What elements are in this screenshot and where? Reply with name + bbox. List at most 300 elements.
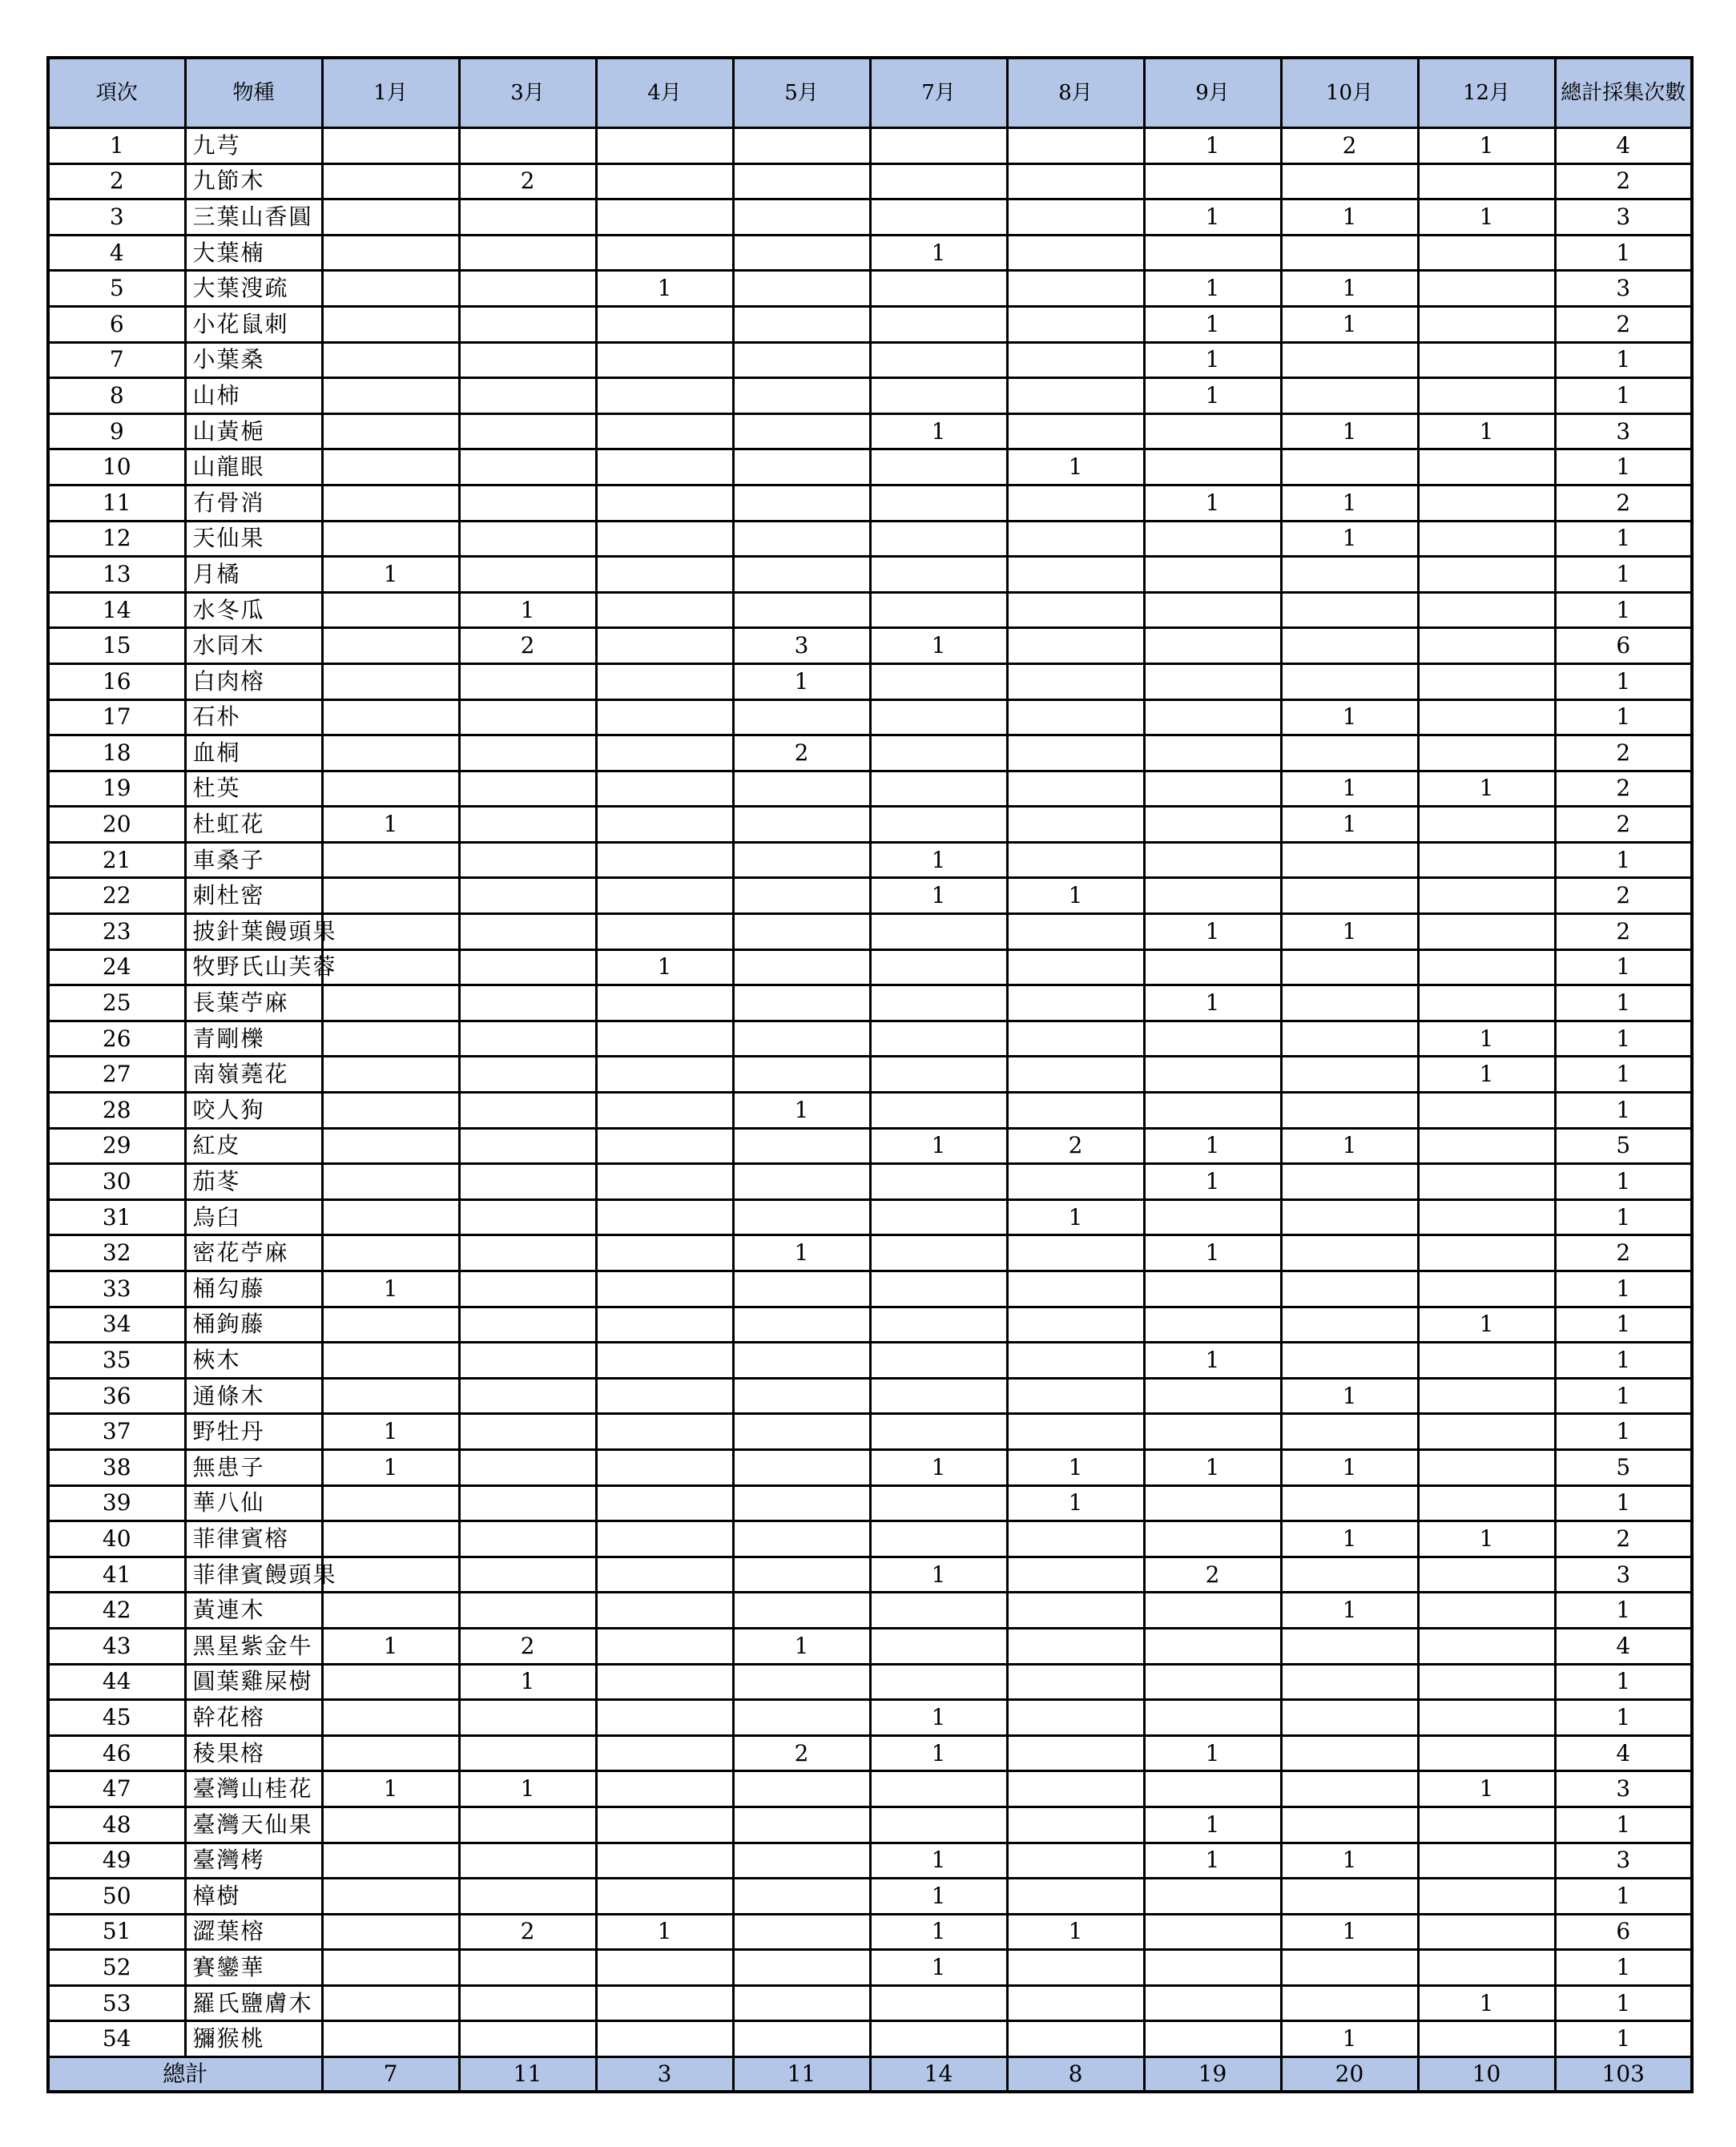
count-aug: [1007, 1843, 1144, 1879]
count-oct: 1: [1281, 306, 1418, 342]
table-row: [48, 1628, 1692, 1664]
count-jan: [322, 1843, 459, 1879]
species-name: 獼猴桃: [185, 2021, 322, 2057]
species-name: 茄苳: [185, 1164, 322, 1200]
count-oct: 1: [1281, 1449, 1418, 1485]
count-may: [733, 1343, 870, 1379]
table-row: [48, 1307, 1692, 1343]
count-mar: [459, 1593, 596, 1629]
count-oct: [1281, 378, 1418, 414]
count-apr: [596, 1879, 733, 1915]
count-jan: [322, 1593, 459, 1629]
species-name: 青剛櫟: [185, 1021, 322, 1057]
count-mar: [459, 771, 596, 807]
species-name: 澀葉榕: [185, 1914, 322, 1950]
row-index: 49: [48, 1843, 185, 1879]
count-aug: [1007, 1664, 1144, 1700]
row-index: 25: [48, 985, 185, 1021]
count-oct: [1281, 1557, 1418, 1593]
count-sep: [1144, 1485, 1281, 1521]
count-jan: [322, 1343, 459, 1379]
count-dec: [1418, 842, 1555, 878]
count-may: [733, 1879, 870, 1915]
count-aug: [1007, 271, 1144, 307]
row-total: 1: [1555, 1093, 1692, 1129]
total-aug: 8: [1007, 2057, 1144, 2093]
count-jan: 1: [322, 1771, 459, 1807]
count-may: [733, 1521, 870, 1557]
count-jul: [870, 1057, 1007, 1093]
count-apr: [596, 1664, 733, 1700]
count-apr: [596, 2021, 733, 2057]
count-dec: [1418, 163, 1555, 199]
species-name: 羅氏鹽膚木: [185, 1985, 322, 2021]
count-apr: [596, 413, 733, 449]
count-mar: 1: [459, 1771, 596, 1807]
species-name: 血桐: [185, 735, 322, 771]
count-jul: [870, 306, 1007, 342]
table-row: [48, 306, 1692, 342]
count-jul: 1: [870, 1735, 1007, 1771]
count-may: [733, 1128, 870, 1164]
species-name: 天仙果: [185, 521, 322, 557]
count-jul: [870, 342, 1007, 378]
row-index: 18: [48, 735, 185, 771]
count-sep: 1: [1144, 342, 1281, 378]
count-aug: [1007, 842, 1144, 878]
count-jan: [322, 1378, 459, 1414]
count-may: [733, 1449, 870, 1485]
count-jul: 1: [870, 1879, 1007, 1915]
count-aug: [1007, 1557, 1144, 1593]
header-oct: 10月: [1281, 58, 1418, 128]
row-index: 9: [48, 413, 185, 449]
count-sep: [1144, 235, 1281, 271]
count-apr: [596, 1343, 733, 1379]
count-apr: [596, 485, 733, 521]
count-aug: 1: [1007, 1199, 1144, 1235]
count-dec: 1: [1418, 1021, 1555, 1057]
count-oct: [1281, 163, 1418, 199]
count-dec: [1418, 1485, 1555, 1521]
count-mar: [459, 842, 596, 878]
species-name: 通條木: [185, 1378, 322, 1414]
count-dec: [1418, 521, 1555, 557]
count-oct: [1281, 1199, 1418, 1235]
count-apr: 1: [596, 271, 733, 307]
header-mar: 3月: [459, 58, 596, 128]
count-may: 1: [733, 1235, 870, 1271]
row-total: 2: [1555, 914, 1692, 950]
count-apr: [596, 163, 733, 199]
count-aug: [1007, 557, 1144, 593]
species-name: 黑星紫金牛: [185, 1628, 322, 1664]
species-name: 黃連木: [185, 1593, 322, 1629]
table-row: [48, 985, 1692, 1021]
count-mar: [459, 1378, 596, 1414]
count-oct: [1281, 1735, 1418, 1771]
count-jul: [870, 1235, 1007, 1271]
count-oct: [1281, 735, 1418, 771]
count-may: [733, 521, 870, 557]
count-jan: [322, 1093, 459, 1129]
count-sep: [1144, 1664, 1281, 1700]
count-aug: [1007, 521, 1144, 557]
count-mar: [459, 1449, 596, 1485]
count-mar: [459, 1021, 596, 1057]
count-sep: [1144, 413, 1281, 449]
count-oct: 1: [1281, 199, 1418, 236]
table-row: [48, 878, 1692, 914]
count-may: [733, 878, 870, 914]
header-may: 5月: [733, 58, 870, 128]
count-jan: [322, 1235, 459, 1271]
row-index: 12: [48, 521, 185, 557]
count-oct: [1281, 1307, 1418, 1343]
count-jul: [870, 1985, 1007, 2021]
count-jan: [322, 1914, 459, 1950]
count-oct: [1281, 985, 1418, 1021]
count-jan: [322, 1021, 459, 1057]
table-row: [48, 1557, 1692, 1593]
count-may: [733, 1307, 870, 1343]
count-mar: [459, 949, 596, 985]
table-row: [48, 699, 1692, 735]
row-total: 4: [1555, 1628, 1692, 1664]
count-jan: [322, 1879, 459, 1915]
totals-label: 總計: [48, 2057, 322, 2093]
count-sep: [1144, 663, 1281, 699]
count-jan: [322, 1735, 459, 1771]
count-apr: [596, 521, 733, 557]
total-apr: 3: [596, 2057, 733, 2093]
count-dec: [1418, 1593, 1555, 1629]
species-name: 紅皮: [185, 1128, 322, 1164]
count-apr: [596, 1807, 733, 1843]
count-sep: [1144, 1307, 1281, 1343]
count-mar: [459, 199, 596, 236]
count-aug: [1007, 199, 1144, 236]
count-jan: [322, 949, 459, 985]
header-index: 項次: [48, 58, 185, 128]
table-row: [48, 1985, 1692, 2021]
species-name: 三葉山香圓: [185, 199, 322, 236]
count-jan: 1: [322, 557, 459, 593]
count-oct: 1: [1281, 521, 1418, 557]
count-jan: [322, 985, 459, 1021]
row-total: 1: [1555, 1021, 1692, 1057]
count-dec: [1418, 1449, 1555, 1485]
count-oct: [1281, 628, 1418, 664]
count-jan: [322, 1164, 459, 1200]
row-total: 1: [1555, 1057, 1692, 1093]
count-oct: 1: [1281, 413, 1418, 449]
count-sep: [1144, 163, 1281, 199]
count-oct: 1: [1281, 1593, 1418, 1629]
count-jan: [322, 521, 459, 557]
table-row: [48, 413, 1692, 449]
count-mar: [459, 1521, 596, 1557]
table-row: [48, 949, 1692, 985]
count-jul: [870, 1093, 1007, 1129]
row-index: 24: [48, 949, 185, 985]
count-jan: [322, 663, 459, 699]
count-may: [733, 1664, 870, 1700]
count-sep: [1144, 1914, 1281, 1950]
count-jan: [322, 235, 459, 271]
count-may: [733, 557, 870, 593]
count-dec: [1418, 628, 1555, 664]
count-aug: [1007, 1950, 1144, 1986]
row-total: 2: [1555, 1235, 1692, 1271]
row-total: 1: [1555, 1343, 1692, 1379]
row-index: 36: [48, 1378, 185, 1414]
count-may: [733, 914, 870, 950]
count-oct: [1281, 1879, 1418, 1915]
table-row: [48, 163, 1692, 199]
table-row: [48, 2021, 1692, 2057]
count-dec: 1: [1418, 771, 1555, 807]
count-dec: [1418, 1235, 1555, 1271]
row-index: 19: [48, 771, 185, 807]
count-dec: [1418, 449, 1555, 485]
row-index: 52: [48, 1950, 185, 1986]
row-total: 1: [1555, 1700, 1692, 1736]
count-aug: [1007, 628, 1144, 664]
species-name: 臺灣栲: [185, 1843, 322, 1879]
count-aug: [1007, 1271, 1144, 1307]
count-may: [733, 1914, 870, 1950]
count-mar: [459, 1128, 596, 1164]
row-index: 23: [48, 914, 185, 950]
count-dec: [1418, 807, 1555, 843]
count-oct: [1281, 1343, 1418, 1379]
count-jul: [870, 699, 1007, 735]
count-jul: [870, 1771, 1007, 1807]
total-dec: 10: [1418, 2057, 1555, 2093]
row-index: 32: [48, 1235, 185, 1271]
count-jul: [870, 1378, 1007, 1414]
row-total: 3: [1555, 1771, 1692, 1807]
count-dec: [1418, 1879, 1555, 1915]
count-aug: [1007, 413, 1144, 449]
row-index: 15: [48, 628, 185, 664]
table-row: [48, 1735, 1692, 1771]
count-jan: [322, 628, 459, 664]
count-may: [733, 1700, 870, 1736]
header-sep: 9月: [1144, 58, 1281, 128]
count-mar: 2: [459, 1914, 596, 1950]
row-total: 1: [1555, 592, 1692, 628]
count-apr: [596, 1771, 733, 1807]
total-jan: 7: [322, 2057, 459, 2093]
count-dec: [1418, 1199, 1555, 1235]
count-apr: [596, 1378, 733, 1414]
count-sep: 1: [1144, 485, 1281, 521]
count-jan: 1: [322, 1271, 459, 1307]
row-index: 11: [48, 485, 185, 521]
count-jul: [870, 449, 1007, 485]
count-mar: [459, 521, 596, 557]
table-body: [48, 128, 1692, 2057]
count-may: 2: [733, 735, 870, 771]
count-dec: 1: [1418, 1771, 1555, 1807]
count-jul: 1: [870, 842, 1007, 878]
count-dec: 1: [1418, 1521, 1555, 1557]
count-dec: [1418, 1628, 1555, 1664]
species-name: 山龍眼: [185, 449, 322, 485]
count-aug: 2: [1007, 1128, 1144, 1164]
count-apr: [596, 1307, 733, 1343]
row-total: 1: [1555, 1271, 1692, 1307]
count-may: [733, 163, 870, 199]
table-row: [48, 1093, 1692, 1129]
count-jul: [870, 128, 1007, 164]
count-sep: [1144, 842, 1281, 878]
species-name: 九節木: [185, 163, 322, 199]
row-total: 2: [1555, 735, 1692, 771]
count-aug: [1007, 2021, 1144, 2057]
count-jan: [322, 163, 459, 199]
count-apr: [596, 449, 733, 485]
count-may: [733, 699, 870, 735]
count-jul: [870, 378, 1007, 414]
species-name: 咬人狗: [185, 1093, 322, 1129]
row-index: 17: [48, 699, 185, 735]
species-name: 梜木: [185, 1343, 322, 1379]
count-apr: [596, 1557, 733, 1593]
row-total: 1: [1555, 1593, 1692, 1629]
count-mar: [459, 1164, 596, 1200]
total-mar: 11: [459, 2057, 596, 2093]
count-jan: [322, 199, 459, 236]
row-index: 10: [48, 449, 185, 485]
count-jan: [322, 1521, 459, 1557]
count-sep: [1144, 1628, 1281, 1664]
count-may: [733, 306, 870, 342]
count-jan: [322, 1557, 459, 1593]
table-row: [48, 1771, 1692, 1807]
count-may: 1: [733, 1093, 870, 1129]
species-name: 烏臼: [185, 1199, 322, 1235]
count-aug: [1007, 1235, 1144, 1271]
table-row: [48, 235, 1692, 271]
row-index: 21: [48, 842, 185, 878]
header-aug: 8月: [1007, 58, 1144, 128]
count-apr: [596, 1164, 733, 1200]
count-oct: 1: [1281, 699, 1418, 735]
count-jan: [322, 1950, 459, 1986]
count-may: 2: [733, 1735, 870, 1771]
count-apr: [596, 1593, 733, 1629]
count-mar: [459, 306, 596, 342]
count-apr: 1: [596, 1914, 733, 1950]
count-mar: [459, 1199, 596, 1235]
table-row: [48, 1021, 1692, 1057]
count-jul: 1: [870, 1914, 1007, 1950]
count-jul: 1: [870, 235, 1007, 271]
count-jul: [870, 1414, 1007, 1450]
count-sep: 1: [1144, 1235, 1281, 1271]
row-total: 2: [1555, 878, 1692, 914]
count-apr: [596, 1021, 733, 1057]
table-row: [48, 1950, 1692, 1986]
count-sep: [1144, 1593, 1281, 1629]
row-index: 34: [48, 1307, 185, 1343]
count-mar: [459, 1557, 596, 1593]
count-oct: 1: [1281, 485, 1418, 521]
count-oct: [1281, 1664, 1418, 1700]
row-total: 1: [1555, 842, 1692, 878]
count-may: [733, 807, 870, 843]
count-mar: [459, 878, 596, 914]
count-jul: [870, 735, 1007, 771]
count-mar: 2: [459, 1628, 596, 1664]
count-apr: [596, 1628, 733, 1664]
row-total: 1: [1555, 1879, 1692, 1915]
species-name: 臺灣山桂花: [185, 1771, 322, 1807]
count-dec: [1418, 1914, 1555, 1950]
count-dec: [1418, 1128, 1555, 1164]
row-index: 33: [48, 1271, 185, 1307]
count-aug: [1007, 163, 1144, 199]
count-apr: [596, 878, 733, 914]
count-may: [733, 1021, 870, 1057]
species-name: 大葉楠: [185, 235, 322, 271]
count-dec: [1418, 1843, 1555, 1879]
count-sep: [1144, 1771, 1281, 1807]
row-total: 3: [1555, 1557, 1692, 1593]
count-mar: [459, 342, 596, 378]
table-row: [48, 628, 1692, 664]
row-total: 1: [1555, 449, 1692, 485]
count-sep: [1144, 1985, 1281, 2021]
count-jul: [870, 1593, 1007, 1629]
row-total: 3: [1555, 271, 1692, 307]
count-may: [733, 2021, 870, 2057]
count-aug: 1: [1007, 449, 1144, 485]
count-mar: 1: [459, 1664, 596, 1700]
count-dec: [1418, 1271, 1555, 1307]
count-sep: [1144, 592, 1281, 628]
table-row: [48, 1879, 1692, 1915]
count-aug: [1007, 1735, 1144, 1771]
table-row: [48, 1378, 1692, 1414]
count-mar: [459, 378, 596, 414]
row-total: 5: [1555, 1449, 1692, 1485]
count-sep: [1144, 878, 1281, 914]
row-index: 5: [48, 271, 185, 307]
count-jan: [322, 878, 459, 914]
count-apr: [596, 128, 733, 164]
count-mar: [459, 485, 596, 521]
species-name: 白肉榕: [185, 663, 322, 699]
count-oct: [1281, 1414, 1418, 1450]
species-name: 華八仙: [185, 1485, 322, 1521]
totals-row: [48, 2057, 1692, 2093]
count-dec: [1418, 1378, 1555, 1414]
row-index: 38: [48, 1449, 185, 1485]
row-index: 13: [48, 557, 185, 593]
table-row: [48, 914, 1692, 950]
count-sep: 1: [1144, 199, 1281, 236]
count-jan: [322, 1199, 459, 1235]
table-row: [48, 1199, 1692, 1235]
count-sep: 1: [1144, 1449, 1281, 1485]
count-jan: [322, 914, 459, 950]
count-oct: [1281, 1271, 1418, 1307]
header-row: [48, 58, 1692, 128]
